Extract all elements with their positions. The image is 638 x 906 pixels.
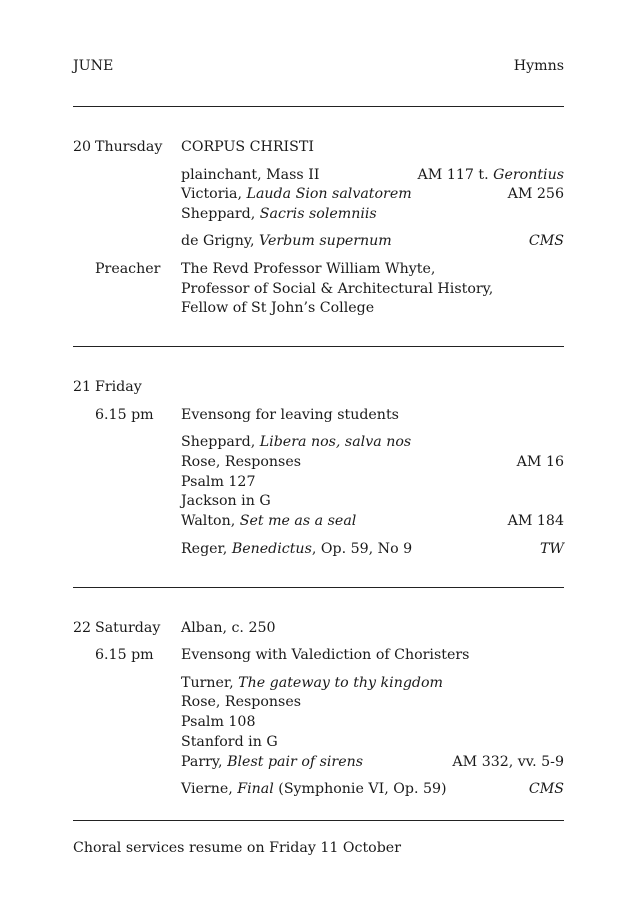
organist-initials: CMS [528, 233, 564, 249]
hymn-ref: AM 256 [507, 186, 564, 202]
feast-title: CORPUS CHRISTI [181, 139, 314, 155]
service-title: Evensong with Valediction of Choristers [181, 647, 470, 663]
music-item: Rose, Responses [181, 454, 301, 470]
hymn-ref: AM 332, vv. 5-9 [452, 754, 564, 770]
preacher-line: Professor of Social & Architectural History, [181, 281, 494, 297]
section-label: Hymns [513, 58, 564, 74]
music-item: Sheppard, Libera nos, salva nos [181, 434, 412, 450]
music-item: Victoria, Lauda Sion salvatorem [181, 186, 412, 202]
day-number: 22 [73, 620, 92, 636]
music-item: Jackson in G [181, 493, 271, 509]
music-item: Turner, The gateway to thy kingdom [181, 675, 443, 691]
voluntary: Vierne, Final (Symphonie VI, Op. 59) [181, 781, 447, 797]
service-title: Evensong for leaving students [181, 407, 399, 423]
hymn-ref: AM 117 t. Gerontius [417, 167, 564, 183]
music-item: Walton, Set me as a seal [181, 513, 357, 529]
music-item: Psalm 127 [181, 474, 256, 490]
music-item: Psalm 108 [181, 714, 256, 730]
month-label: JUNE [73, 58, 114, 74]
divider [73, 106, 564, 107]
day-number: 20 [73, 139, 92, 155]
weekday: Friday [95, 379, 142, 395]
music-item: Stanford in G [181, 734, 278, 750]
divider [73, 820, 564, 821]
weekday: Thursday [95, 139, 163, 155]
organist-initials: TW [539, 541, 564, 557]
music-item: Parry, Blest pair of sirens [181, 754, 364, 770]
hymn-ref: AM 16 [516, 454, 564, 470]
divider [73, 587, 564, 588]
page-header [73, 58, 564, 78]
music-item: Rose, Responses [181, 694, 301, 710]
day-number: 21 [73, 379, 92, 395]
voluntary: Reger, Benedictus, Op. 59, No 9 [181, 541, 413, 557]
feast-title: Alban, c. 250 [181, 620, 276, 636]
service-time: 6.15 pm [95, 647, 154, 663]
preacher-label: Preacher [95, 261, 161, 277]
divider [73, 346, 564, 347]
service-time: 6.15 pm [95, 407, 154, 423]
hymn-ref: AM 184 [507, 513, 564, 529]
music-item: plainchant, Mass II [181, 167, 320, 183]
footer-note: Choral services resume on Friday 11 October [73, 840, 401, 856]
preacher-line: Fellow of St John’s College [181, 300, 375, 316]
preacher-line: The Revd Professor William Whyte, [181, 261, 436, 277]
organist-initials: CMS [528, 781, 564, 797]
music-item: Sheppard, Sacris solemniis [181, 206, 377, 222]
voluntary: de Grigny, Verbum supernum [181, 233, 392, 249]
weekday: Saturday [95, 620, 161, 636]
